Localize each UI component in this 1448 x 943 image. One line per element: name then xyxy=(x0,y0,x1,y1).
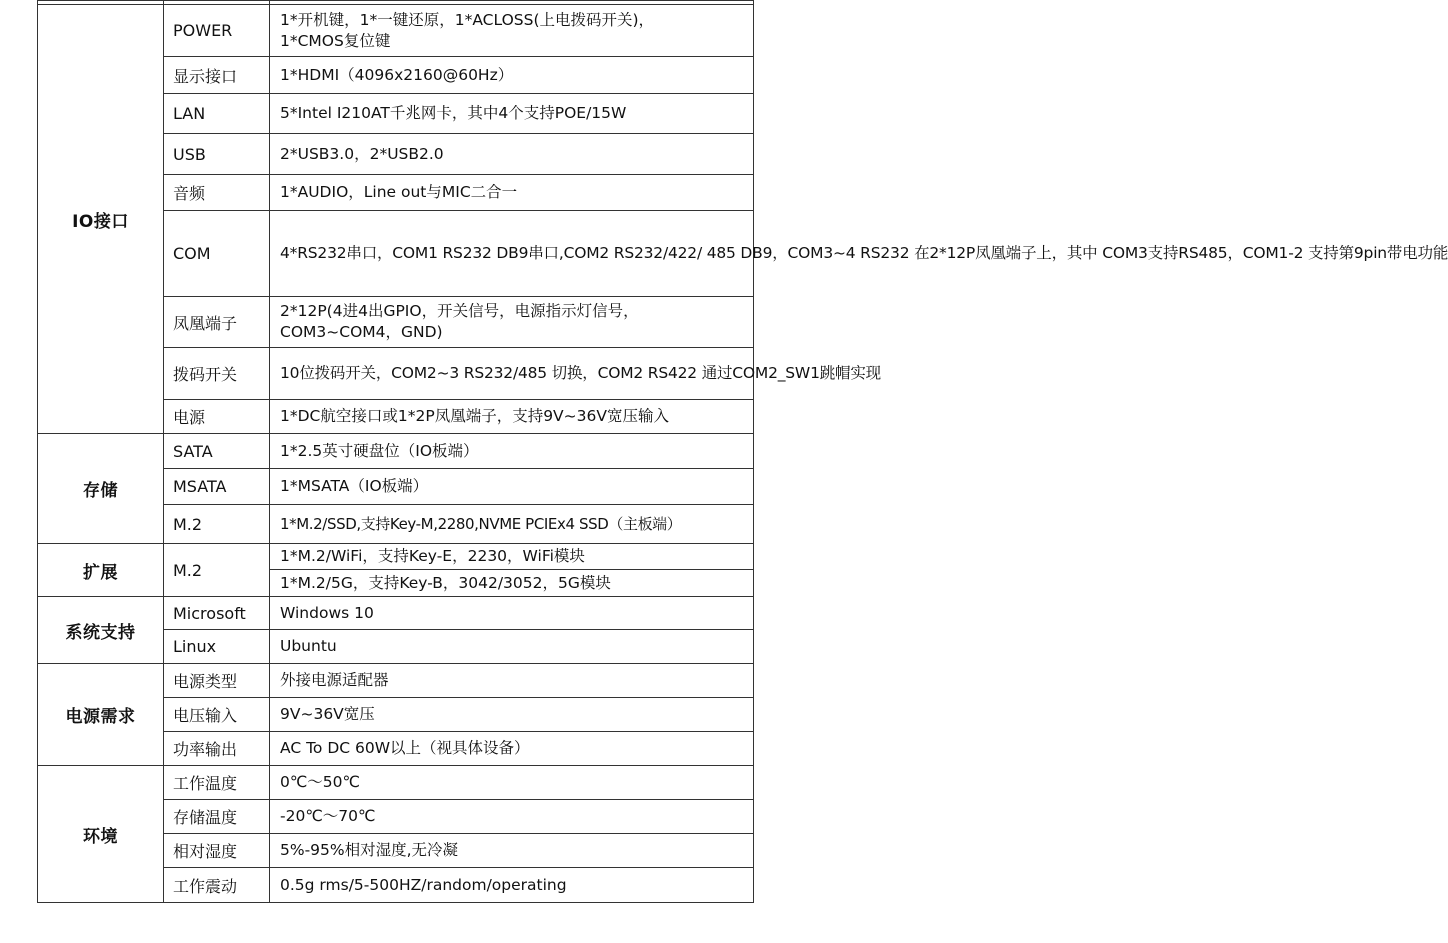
category-os: 系统支持 xyxy=(38,597,164,664)
item-label: 电源 xyxy=(164,400,270,434)
item-label: M.2 xyxy=(164,505,270,544)
item-label: 工作温度 xyxy=(164,766,270,800)
category-storage: 存储 xyxy=(38,434,164,544)
item-value: AC To DC 60W以上（视具体设备） xyxy=(270,732,754,766)
item-label: POWER xyxy=(164,5,270,57)
item-label: COM xyxy=(164,211,270,297)
item-label: M.2 xyxy=(164,544,270,597)
item-value: 1*M.2/WiFi，支持Key-E，2230，WiFi模块 xyxy=(270,544,754,570)
item-value: 0℃～50℃ xyxy=(270,766,754,800)
item-value: 1*M.2/SSD,支持Key-M,2280,NVME PCIEx4 SSD（主板端） xyxy=(270,505,754,544)
item-value: 10位拨码开关，COM2~3 RS232/485 切换，COM2 RS422 通过COM2_SW1跳帽实现 xyxy=(270,348,754,400)
item-value: 1*HDMI（4096x2160@60Hz） xyxy=(270,57,754,94)
item-value: 1*开机键，1*一键还原，1*ACLOSS(上电拨码开关)， 1*CMOS复位键 xyxy=(270,5,754,57)
item-label: 凤凰端子 xyxy=(164,297,270,348)
item-label: 相对湿度 xyxy=(164,834,270,868)
item-label: 电源类型 xyxy=(164,664,270,698)
item-value: 5*Intel I210AT千兆网卡，其中4个支持POE/15W xyxy=(270,94,754,134)
item-label: 音频 xyxy=(164,175,270,211)
item-label: 电压输入 xyxy=(164,698,270,732)
item-value: 1*M.2/5G，支持Key-B，3042/3052，5G模块 xyxy=(270,570,754,597)
table-row xyxy=(38,5,754,57)
category-power: 电源需求 xyxy=(38,664,164,766)
item-value: 2*12P(4进4出GPIO，开关信号，电源指示灯信号， COM3~COM4，GND) xyxy=(270,297,754,348)
item-label: MSATA xyxy=(164,469,270,505)
item-label: 显示接口 xyxy=(164,57,270,94)
item-value: 1*AUDIO，Line out与MIC二合一 xyxy=(270,175,754,211)
category-io: IO接口 xyxy=(38,5,164,434)
item-value: Ubuntu xyxy=(270,630,754,664)
table-row xyxy=(38,766,754,800)
category-expansion: 扩展 xyxy=(38,544,164,597)
item-value: -20℃～70℃ xyxy=(270,800,754,834)
item-label: 存储温度 xyxy=(164,800,270,834)
item-value: 外接电源适配器 xyxy=(270,664,754,698)
item-value: 1*MSATA（IO板端） xyxy=(270,469,754,505)
item-label: Linux xyxy=(164,630,270,664)
item-value: 0.5g rms/5-500HZ/random/operating xyxy=(270,868,754,903)
item-value: 9V~36V宽压 xyxy=(270,698,754,732)
item-value: 4*RS232串口，COM1 RS232 DB9串口,COM2 RS232/422/ 485 DB9，COM3~4 RS232 在2*12P凤凰端子上，其中 COM3支持RS485，COM1-2 支持第9pin带电功能 xyxy=(270,211,754,297)
item-value: 1*DC航空接口或1*2P凤凰端子，支持9V~36V宽压输入 xyxy=(270,400,754,434)
table-row xyxy=(38,664,754,698)
item-value: Windows 10 xyxy=(270,597,754,630)
table-row xyxy=(38,544,754,570)
category-environment: 环境 xyxy=(38,766,164,903)
item-label: SATA xyxy=(164,434,270,469)
item-value: 1*2.5英寸硬盘位（IO板端） xyxy=(270,434,754,469)
item-value: 2*USB3.0，2*USB2.0 xyxy=(270,134,754,175)
item-label: USB xyxy=(164,134,270,175)
table-row xyxy=(38,597,754,630)
item-label: 拨码开关 xyxy=(164,348,270,400)
spec-table xyxy=(37,0,1448,903)
item-label: 工作震动 xyxy=(164,868,270,903)
item-label: Microsoft xyxy=(164,597,270,630)
item-label: 功率输出 xyxy=(164,732,270,766)
item-value: 5%-95%相对湿度,无冷凝 xyxy=(270,834,754,868)
table-row xyxy=(38,434,754,469)
item-label: LAN xyxy=(164,94,270,134)
